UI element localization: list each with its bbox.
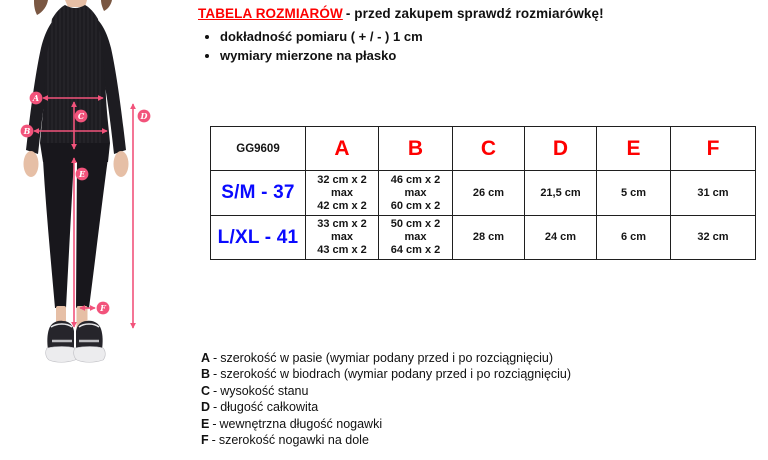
cell-line: 32 cm x 2 (317, 173, 367, 186)
cell-line: 60 cm x 2 (390, 199, 441, 212)
legend-desc: długość całkowita (220, 400, 319, 415)
sneakers (46, 321, 106, 362)
title-suffix: - przed zakupem sprawdź rozmiarówkę! (345, 6, 604, 21)
cell-lxl-a (306, 216, 379, 260)
legend-separator: - (213, 400, 218, 415)
product-photo (2, 0, 183, 366)
right-hand (114, 151, 129, 177)
legend-separator: - (213, 351, 218, 365)
cell-sm-d: 21,5 cm (525, 171, 597, 216)
svg-text:C: C (77, 111, 85, 121)
marker-badge-f (97, 302, 110, 315)
column-header-b: B (379, 127, 453, 171)
column-header-d: D (525, 127, 597, 171)
cell-sm-f: 31 cm (671, 171, 756, 216)
cell-sm-c: 26 cm (453, 171, 525, 216)
legend-item-d (201, 399, 761, 415)
measurement-legend (201, 350, 761, 448)
cell-line: max (404, 231, 427, 243)
hair-left (34, 0, 48, 15)
legend-item-c (201, 383, 761, 399)
title-highlight: TABELA ROZMIARÓW (198, 6, 343, 21)
cell-line: max (330, 186, 354, 199)
left-leg (43, 158, 74, 308)
measurement-diagram (2, 0, 183, 366)
cell-sm-b (379, 171, 453, 216)
legend-letter: D (201, 400, 211, 415)
svg-text:D: D (140, 111, 148, 121)
legend-letter: E (201, 416, 210, 431)
model-silhouette (24, 0, 129, 362)
cell-line: max (404, 186, 427, 199)
table-row-lxl (211, 216, 756, 260)
svg-text:F: F (100, 303, 106, 313)
cell-line: 46 cm x 2 (390, 173, 441, 186)
cell-line: 50 cm x 2 (390, 218, 441, 230)
header-bullets (198, 27, 764, 65)
header (198, 6, 764, 65)
cell-line: 43 cm x 2 (317, 244, 367, 256)
marker-badge-d (138, 110, 151, 123)
column-header-a: A (306, 127, 379, 171)
cell-lxl-d: 24 cm (525, 216, 597, 260)
svg-text:E: E (78, 169, 86, 179)
size-table (210, 126, 756, 260)
cell-sm-e: 5 cm (597, 171, 671, 216)
cell-lxl-f: 32 cm (671, 216, 756, 260)
svg-text:B: B (23, 126, 31, 136)
bullet-measure-accuracy: • dokładność pomiaru ( + / - ) 1 cm (220, 27, 764, 46)
bullet-flat-measure: • wymiary mierzone na płasko (220, 46, 764, 65)
legend-separator: - (211, 433, 216, 448)
column-header-c: C (453, 127, 525, 171)
svg-text:A: A (32, 93, 40, 103)
legend-separator: - (213, 383, 218, 398)
size-cell-sm: S/M - 37 (211, 171, 306, 216)
legend-separator: - (212, 416, 217, 431)
legend-letter: B (201, 367, 211, 382)
size-table-wrap (210, 126, 756, 260)
cell-line: 42 cm x 2 (317, 199, 367, 212)
left-hand (24, 151, 39, 177)
cell-line: 33 cm x 2 (317, 218, 367, 230)
marker-badge-c (75, 110, 88, 123)
legend-item-a (201, 350, 761, 366)
legend-desc: wysokość stanu (220, 383, 309, 398)
legend-desc: szerokość w pasie (wymiar podany przed i po rozciągnięciu) (220, 351, 553, 365)
column-header-f: F (671, 127, 756, 171)
cell-sm-a (306, 171, 379, 216)
cell-lxl-c: 28 cm (453, 216, 525, 260)
page-title (198, 6, 764, 21)
marker-badge-b (21, 125, 34, 138)
legend-desc: wewnętrzna długość nogawki (219, 416, 383, 431)
legend-desc: szerokość w biodrach (wymiar podany przed i po rozciągnięciu) (220, 367, 572, 382)
marker-badge-a (30, 92, 43, 105)
legend-item-f (201, 432, 761, 448)
cell-line: 64 cm x 2 (390, 244, 441, 256)
legend-item-e (201, 416, 761, 432)
legend-letter: A (201, 351, 211, 365)
column-header-e: E (597, 127, 671, 171)
right-leg (76, 158, 108, 308)
legend-letter: C (201, 383, 211, 398)
legend-item-b (201, 366, 761, 382)
cell-line: max (330, 231, 354, 243)
cell-lxl-b (379, 216, 453, 260)
product-code-cell: GG9609 (211, 127, 306, 171)
legend-desc: szerokość nogawki na dole (218, 433, 369, 448)
hair-right (101, 0, 112, 11)
table-row-sm (211, 171, 756, 216)
cell-lxl-e: 6 cm (597, 216, 671, 260)
legend-separator: - (213, 367, 218, 382)
marker-badge-e (76, 168, 89, 181)
legend-letter: F (201, 433, 209, 448)
size-cell-lxl: L/XL - 41 (211, 216, 306, 260)
